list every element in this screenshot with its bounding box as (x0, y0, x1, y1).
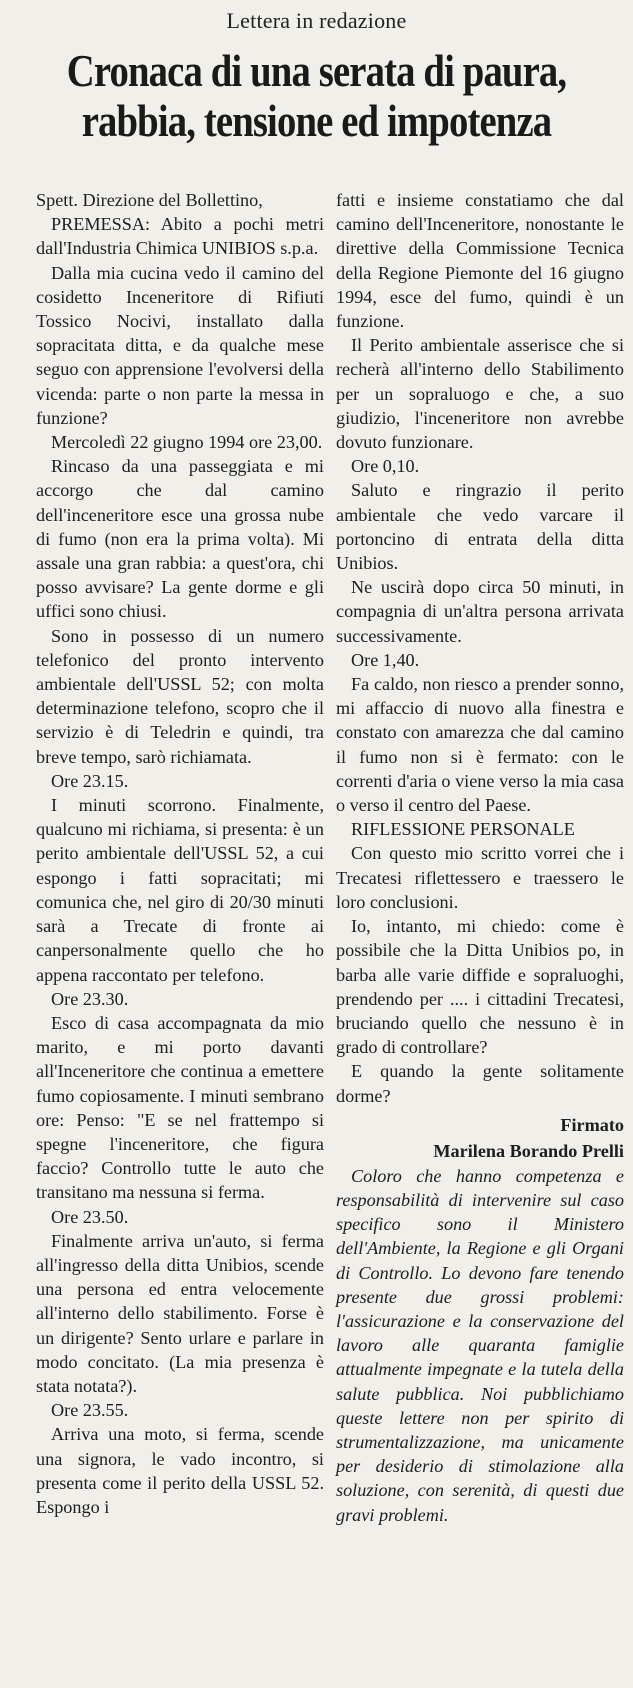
paragraph: Rincaso da una passeggiata e mi accorgo che dal camino dell'inceneritore esce una grossa nube di fumo (non era la prima volta). Mi assale una gran rabbia: a quest'ora, chi posso avvisare? La gente dorme e gli uffici sono chiusi. (36, 456, 324, 622)
headline (44, 46, 588, 146)
paragraph: Saluto e ringrazio il perito ambientale che vedo varcare il portoncino di entrata della ditta Unibios. (336, 480, 624, 574)
paragraph: Con questo mio scritto vorrei che i Trecatesi riflettessero e traessero le loro conclusioni. (336, 843, 624, 912)
paragraph: Esco di casa accompagnata da mio marito, e mi porto davanti all'Inceneritore che continua a emettere fumo copiosamente. I minuti sembrano ore: Penso: "E se nel frattempo si spegne l'inceneritore, che figura faccio? Controllo tutte le auto che transitano ma nessuna si ferma. (36, 1012, 324, 1203)
paragraph: Finalmente arriva un'auto, si ferma all'ingresso della ditta Unibios, scende una persona ed entra velocemente all'interno dello stabilimento. Forse è un dirigente? Sento urlare e parlare in modo concitato. (La mia presenza è stata notata?). (36, 1230, 324, 1396)
paragraph: RIFLESSIONE PERSONALE (351, 819, 575, 840)
paragraph: Ore 1,40. (351, 649, 420, 670)
paragraph: Spett. Direzione del Bollettino, (36, 190, 263, 210)
paragraph: Il Perito ambientale asserisce che si recherà all'interno dello Stabilimento per un sopraluogo e che, a suo giudizio, l'inceneritore non avrebbe dovuto funzionare. (336, 335, 624, 453)
signature-block (336, 1112, 624, 1164)
paragraph: I minuti scorrono. Finalmente, qualcuno mi richiama, si presenta: è un perito ambientale dell'USSL 52, a cui espongo i fatti sopracitati; mi comunica che, nel giro di 20/30 minuti sarà a Trecate di fronte ai canpersonalmente quello che ho appena raccontato per telefono. (36, 795, 324, 985)
paragraph: Ore 23.55. (51, 1400, 129, 1421)
paragraph: Fa caldo, non riesco a prender sonno, mi affaccio di nuovo alla finestra e constato con amarezza che dal camino il fumo non si è fermato: con le correnti d'aria o viene verso la mia casa o verso il centro del Paese. (336, 674, 624, 816)
headline-line-2: rabbia, tensione ed impotenza (81, 96, 552, 146)
right-column (336, 188, 624, 1527)
section-kicker: Lettera in redazione (226, 8, 407, 33)
paragraph: Sono in possesso di un numero telefonico del pronto intervento ambientale dell'USSL 52; con molta determinazione telefono, scopro che il servizio è di Teledrin e quindi, tra breve tempo, sarò richiamata. (36, 625, 324, 767)
paragraph: Arriva una moto, si ferma, scende una signora, le vado incontro, si presenta come il perito della USSL 52. Espongo i (36, 1424, 324, 1517)
left-column (36, 188, 324, 1519)
paragraph: Ore 23.30. (51, 988, 129, 1009)
signature-name: Marilena Borando Prelli (433, 1140, 624, 1161)
paragraph: Io, intanto, mi chiedo: come è possibile che la Ditta Unibios po, in barba alle varie diffide e sopraluoghi, prendendo per .... i cittadini Trecatesi, bruciando quello che nessuno è in grado di controllare? (336, 916, 624, 1058)
paragraph: Ore 0,10. (351, 456, 420, 477)
paragraph: Ore 23.50. (51, 1206, 129, 1227)
paragraph: E quando la gente solitamente dorme? (336, 1061, 624, 1106)
paragraph: PREMESSA: Abito a pochi metri dall'Industria Chimica UNIBIOS s.p.a. (36, 214, 324, 259)
paragraph: Mercoledì 22 giugno 1994 ore 23,00. (51, 432, 323, 453)
signature-label: Firmato (560, 1114, 624, 1135)
paragraph: fatti e insieme constatiamo che dal camino dell'Inceneritore, nonostante le direttive della Commissione Tecnica della Regione Piemonte del 16 giugno 1994, esce del fumo, quindi è un funzione. (336, 190, 624, 332)
editor-note: Coloro che hanno competenza e responsabilità di intervenire sul caso specifico sono il Ministero dell'Ambiente, la Regione e gli Organi di Controllo. Lo devono fare tenendo presente due grossi problemi: l'assicurazione e la conservazione del lavoro alle quaranta famiglie attualmente impegnate e la tutela della salute pubblica. Noi pubblichiamo queste lettere non per spirito di strumentalizzazione, ma unicamente per desiderio di stimolazione alla soluzione, con serenità, di questi due gravi problemi. (336, 1165, 624, 1525)
paragraph: Ore 23.15. (51, 770, 129, 791)
headline-line-1: Cronaca di una serata di paura, (66, 46, 567, 96)
paragraph: Dalla mia cucina vedo il camino del cosidetto Inceneritore di Rifiuti Tossico Nocivi, installato dalla sopracitata ditta, e da qualche mese seguo con apprensione l'evolversi della vicenda: parte o non parte la messa in funzione? (36, 262, 324, 428)
paragraph: Ne uscirà dopo circa 50 minuti, in compagnia di un'altra persona arrivata successivamente. (336, 577, 624, 646)
